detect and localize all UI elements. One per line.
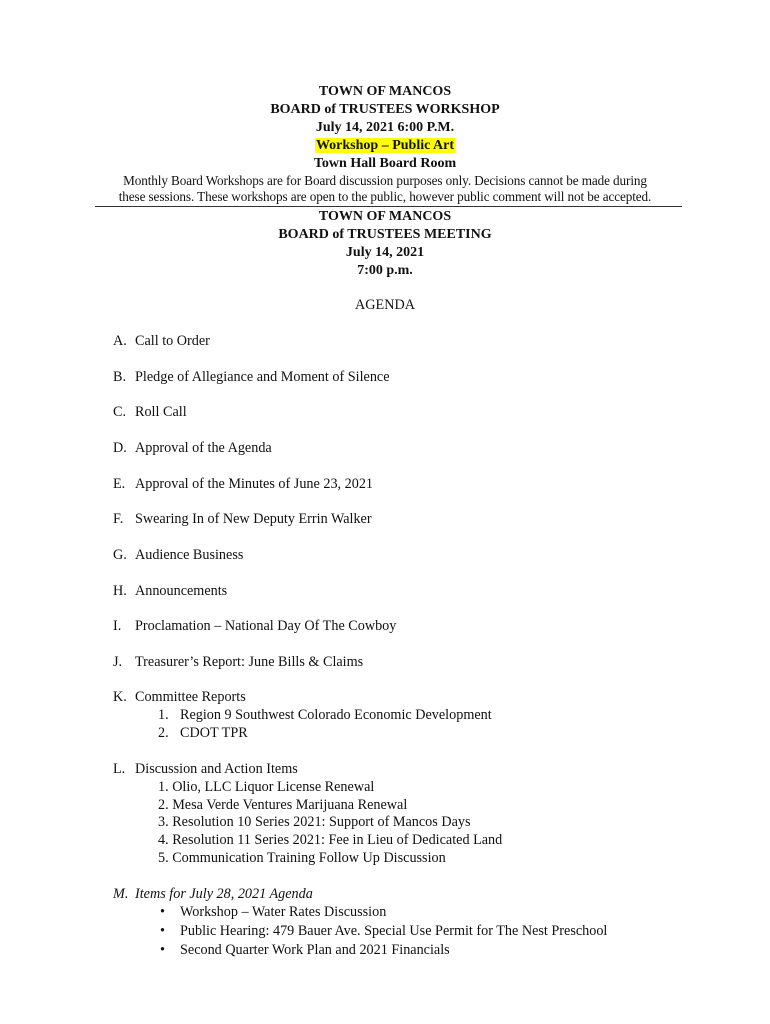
agenda-item-text: Swearing In of New Deputy Errin Walker	[135, 511, 372, 527]
discussion-item: 2. Mesa Verde Ventures Marijuana Renewal	[158, 797, 408, 813]
meeting-time: 7:00 p.m.	[357, 263, 413, 278]
future-item-text: Workshop – Water Rates Discussion	[180, 904, 387, 920]
agenda-item-letter: E.	[113, 476, 126, 492]
agenda-item-letter: C.	[113, 404, 127, 420]
bullet-icon: •	[160, 942, 165, 958]
discussion-item: 4. Resolution 11 Series 2021: Fee in Lieu of Dedicated Land	[158, 832, 503, 848]
workshop-town-title: TOWN OF MANCOS	[318, 84, 452, 99]
agenda-item-text: Committee Reports	[135, 689, 246, 705]
workshop-notice-line2: these sessions. These workshops are open to the public, however public comment will not be accepted.	[118, 189, 652, 204]
committee-report-item	[158, 725, 248, 742]
agenda-item-letter: F.	[113, 511, 124, 527]
meeting-town-title: TOWN OF MANCOS	[318, 209, 452, 224]
bullet-icon: •	[160, 904, 165, 920]
discussion-item: 3. Resolution 10 Series 2021: Support of Mancos Days	[158, 814, 471, 830]
agenda-item-text: Announcements	[135, 583, 228, 599]
workshop-topic-line	[0, 138, 770, 154]
agenda-item-letter: H.	[113, 583, 127, 599]
agenda-item-text: Approval of the Agenda	[135, 440, 272, 456]
committee-report-text: Region 9 Southwest Colorado Economic Development	[180, 707, 492, 723]
committee-report-item	[158, 707, 492, 724]
agenda-item-text: Approval of the Minutes of June 23, 2021	[135, 476, 374, 492]
agenda-item-letter: D.	[113, 440, 127, 456]
agenda-item-letter: B.	[113, 369, 127, 385]
future-item-text: Second Quarter Work Plan and 2021 Financials	[180, 942, 450, 958]
workshop-topic: Workshop – Public Art	[315, 138, 455, 153]
bullet-icon: •	[160, 923, 165, 939]
agenda-item-text: Items for July 28, 2021 Agenda	[135, 886, 313, 902]
agenda-item-letter: J.	[113, 654, 123, 670]
agenda-item-text: Roll Call	[135, 404, 187, 420]
section-divider	[95, 206, 682, 207]
workshop-notice-line1: Monthly Board Workshops are for Board discussion purposes only. Decisions cannot be made during	[123, 173, 647, 188]
agenda-item-text: Pledge of Allegiance and Moment of Silence	[135, 369, 390, 385]
agenda-item-letter: L.	[113, 761, 126, 777]
agenda-item-letter: K.	[113, 689, 127, 705]
committee-report-text: CDOT TPR	[180, 725, 248, 741]
discussion-item: 1. Olio, LLC Liquor License Renewal	[158, 779, 375, 795]
agenda-item-letter: M.	[113, 886, 129, 902]
agenda-heading: AGENDA	[355, 297, 415, 313]
workshop-board-title: BOARD of TRUSTEES WORKSHOP	[270, 102, 500, 117]
agenda-item-text: Audience Business	[135, 547, 244, 563]
agenda-item-text: Call to Order	[135, 333, 210, 349]
meeting-date: July 14, 2021	[345, 245, 425, 260]
agenda-item-letter: G.	[113, 547, 127, 563]
agenda-item-text: Proclamation – National Day Of The Cowboy	[135, 618, 397, 634]
committee-report-number: 2.	[158, 725, 169, 741]
workshop-location: Town Hall Board Room	[313, 156, 457, 171]
agenda-item-letter: A.	[113, 333, 127, 349]
workshop-datetime: July 14, 2021 6:00 P.M.	[315, 120, 455, 135]
discussion-item: 5. Communication Training Follow Up Discussion	[158, 850, 446, 866]
committee-report-number: 1.	[158, 707, 169, 723]
agenda-item-text: Discussion and Action Items	[135, 761, 298, 777]
meeting-board-title: BOARD of TRUSTEES MEETING	[278, 227, 492, 242]
agenda-item-letter: I.	[113, 618, 122, 634]
agenda-item-text: Treasurer’s Report: June Bills & Claims	[135, 654, 364, 670]
future-item-text: Public Hearing: 479 Bauer Ave. Special Use Permit for The Nest Preschool	[180, 923, 608, 939]
